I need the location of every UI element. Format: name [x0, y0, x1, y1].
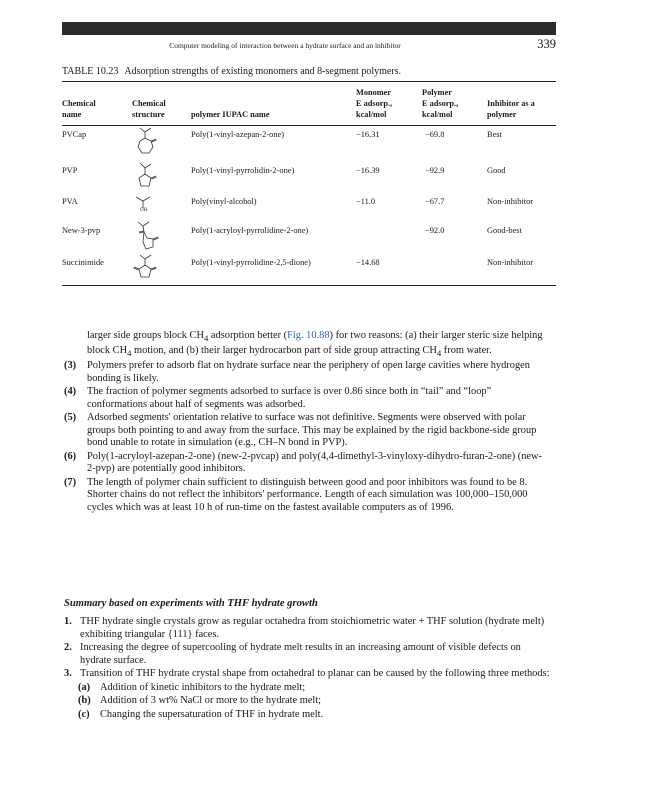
header-polymer-e: Polymer E adsorp., kcal/mol	[422, 88, 459, 119]
row-pvcap-name: PVCap	[62, 130, 87, 139]
row-new3pvp-polymer: −92.0	[425, 226, 445, 235]
table-top-rule	[62, 81, 556, 82]
table-label: TABLE 10.23	[62, 66, 119, 77]
row-new3pvp-inhibitor: Good-best	[487, 226, 522, 235]
summary-heading: Summary based on experiments with THF hydrate growth	[64, 598, 318, 609]
row-pvcap-monomer: −16.31	[356, 130, 380, 139]
row-succinimide-monomer: −14.68	[356, 258, 380, 267]
structure-new3pvp-image	[130, 219, 166, 255]
list-item: (3) Polymers prefer to adsorb flat on hydrate surface near the periphery of open large cavities where hydrogen bonding is likely.	[64, 360, 530, 384]
row-pvcap-inhibitor: Best	[487, 130, 502, 139]
summary-subitem: (b) Addition of 3 wt% NaCl or more to the hydrate melt;	[78, 695, 322, 706]
list-item: (6) Poly(1-acryloyl-azepan-2-one) (new-2-pvcap) and poly(4,4-dimethyl-3-vinyloxy-dihydro-furan-2-one) (new-2-pvp) are potentially good inhibitors.	[64, 450, 543, 475]
page-number: 339	[537, 37, 556, 51]
header-chemical-name: Chemical name	[62, 99, 96, 119]
row-new3pvp-iupac: Poly(1-acryloyl-pyrrolidine-2-one)	[191, 226, 309, 235]
row-succinimide-inhibitor: Non-inhibitor	[487, 258, 534, 267]
structure-pva-image	[130, 193, 164, 219]
summary-item: 1. THF hydrate single crystals grow as regular octahedra from stoichiometric water + THF solution (hydrate melt) exhibiting triangular {111} faces.	[64, 616, 545, 640]
figure-link[interactable]: Fig. 10.88	[287, 330, 330, 341]
body-text	[64, 330, 550, 514]
summary-list	[64, 615, 550, 721]
summary-item: 2. Increasing the degree of supercooling of hydrate melt results in an increasing amount of visible defects on hydrate surface.	[64, 642, 521, 666]
summary-subitem: (c) Changing the supersaturation of THF in hydrate melt.	[78, 708, 324, 720]
row-pvp-monomer: −16.39	[356, 166, 380, 175]
row-new3pvp-name: New-3-pvp	[62, 226, 101, 235]
structure-pva-label: OH	[140, 208, 148, 213]
table-bottom-rule	[62, 285, 556, 286]
running-head: Computer modeling of interaction between a hydrate surface and an inhibitor	[169, 41, 401, 50]
table-caption-text: Adsorption strengths of existing monomers and 8-segment polymers.	[124, 66, 402, 77]
structure-succinimide-image	[130, 252, 164, 284]
row-pvcap-iupac: Poly(1-vinyl-azepan-2-one)	[191, 130, 285, 139]
row-pvp-polymer: −92.9	[425, 166, 445, 175]
row-pva-monomer: −11.0	[356, 197, 376, 206]
header-iupac-name: polymer IUPAC name	[191, 110, 270, 119]
row-pva-iupac: Poly(vinyl-alcohol)	[191, 197, 257, 206]
row-pva-polymer: −67.7	[425, 197, 445, 206]
intro-paragraph: larger side groups block $CH_4$ adsorption better (Fig. 10.88) for two reasons: (a) their larger steric size helping block $CH_4$ motion, and (b) their larger hydrocarbon part of side group attracting $CH_4$ from water.	[87, 330, 543, 358]
header-monomer-e: Monomer E adsorp., kcal/mol	[356, 88, 393, 119]
structure-pvp-image	[130, 160, 164, 194]
list-item: (4) The fraction of polymer segments adsorbed to surface is over 0.86 since both in “tail” and “loop” conformations about half of segments was adsorbed.	[64, 386, 492, 410]
header-chemical-structure: Chemical structure	[132, 99, 166, 119]
list-item: (7) The length of polymer chain sufficient to distinguish between good and poor inhibitors was found to be 8. Shorter chains do not reflect the inhibitors' performance. Length of each simulation was 100,000–150,000 cycles which was at least 10 h of run-time on the fastest available computers as of 1996.	[64, 476, 528, 513]
table-caption	[62, 66, 401, 77]
structure-pvcap-image	[130, 125, 164, 159]
row-pva-name: PVA	[62, 197, 78, 206]
row-pvp-iupac: Poly(1-vinyl-pyrrolidin-2-one)	[191, 166, 295, 175]
header-bar	[62, 22, 556, 35]
header-inhibitor: Inhibitor as a polymer	[487, 99, 535, 119]
row-pva-inhibitor: Non-inhibitor	[487, 197, 534, 206]
row-succinimide-iupac: Poly(1-vinyl-pyrrolidine-2,5-dione)	[191, 258, 311, 267]
row-pvp-inhibitor: Good	[487, 166, 506, 175]
row-pvcap-polymer: −69.8	[425, 130, 445, 139]
summary-item: 3. Transition of THF hydrate crystal shape from octahedral to planar can be caused by the following three methods:	[64, 668, 550, 679]
row-succinimide-name: Succinimide	[62, 258, 104, 267]
row-pvp-name: PVP	[62, 166, 78, 175]
summary-subitem: (a) Addition of kinetic inhibitors to the hydrate melt;	[78, 681, 306, 693]
list-item: (5) Adsorbed segments' orientation relative to surface was not definitive. Segments were observed with polar groups both pointing to and away from the surface. This may be explained by the rigid backbone-side group bond unable to rotate in simulation (e.g., CH–N bond in PVP).	[64, 412, 537, 449]
